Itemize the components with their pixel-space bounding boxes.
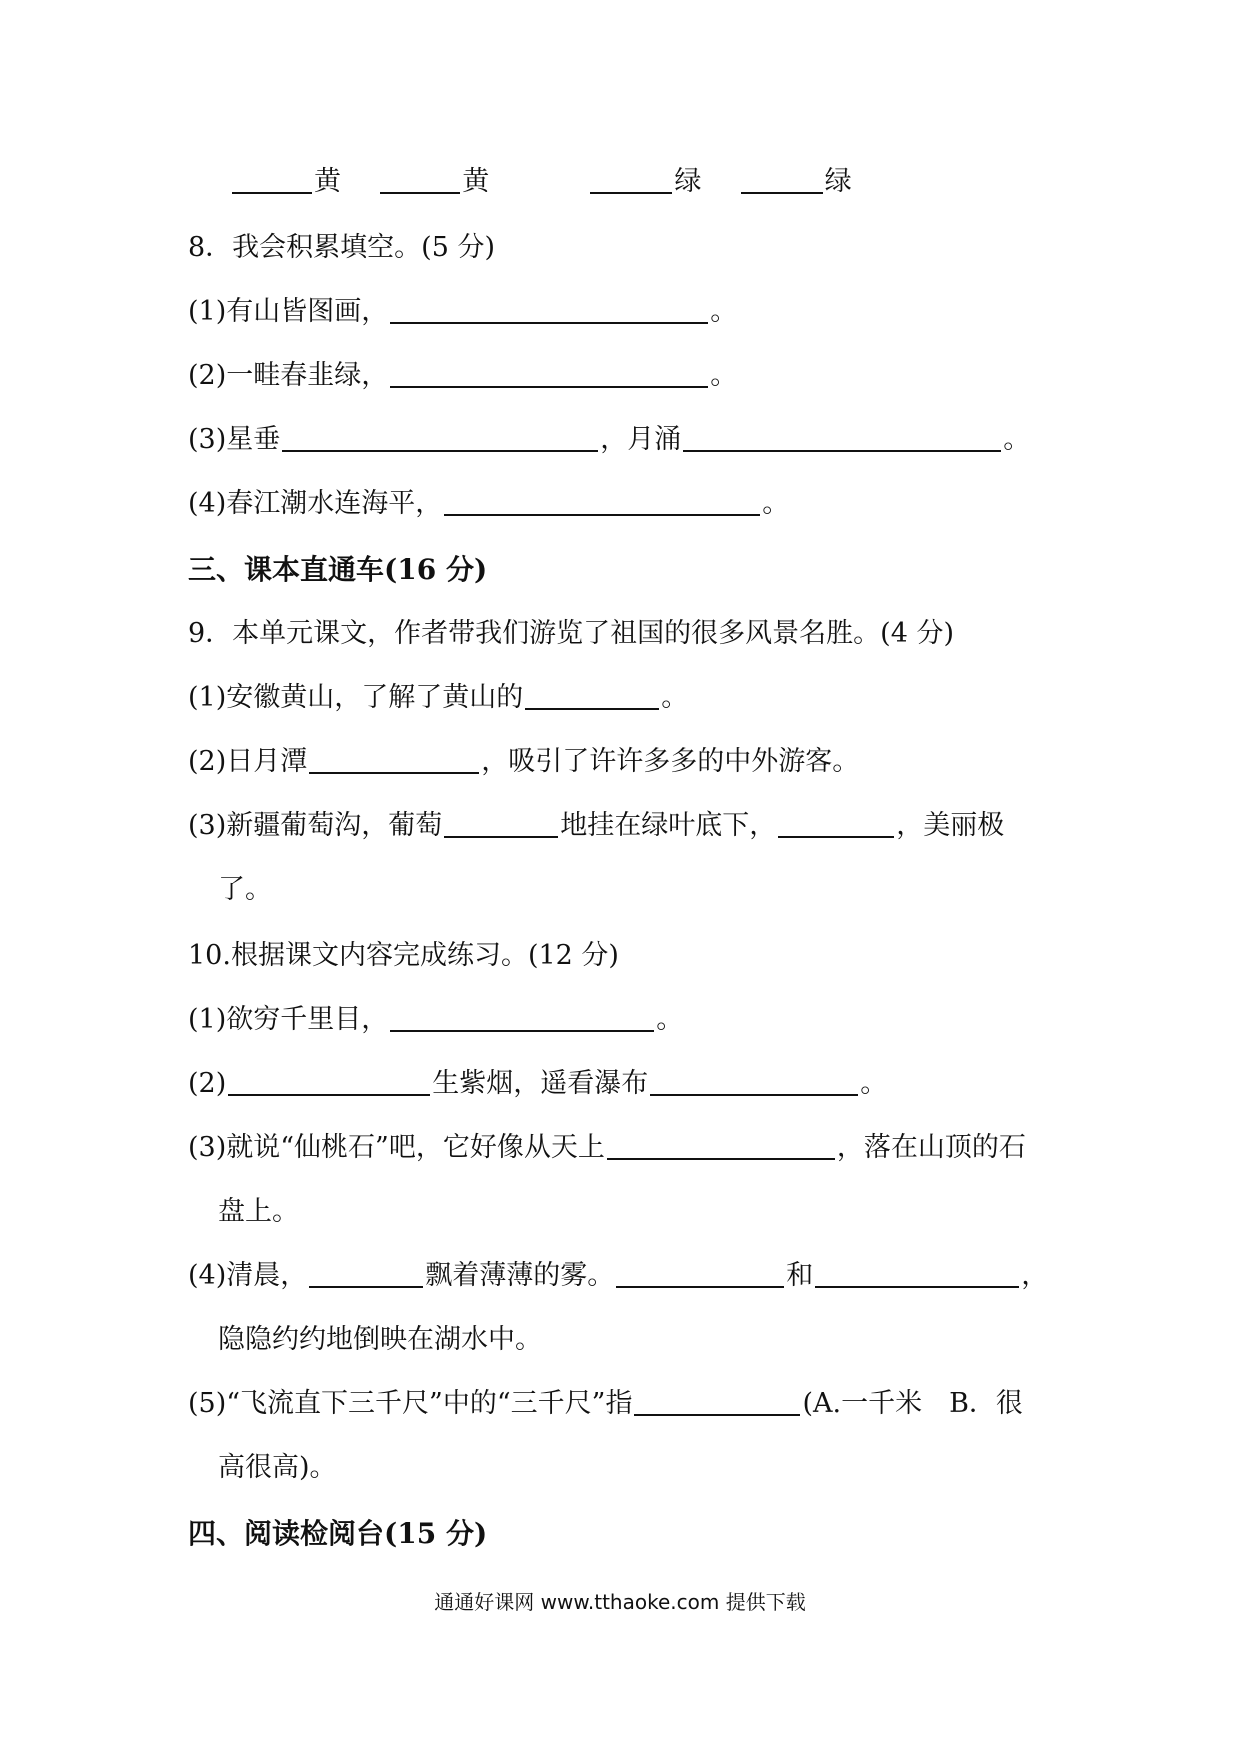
blank[interactable] [444, 808, 558, 838]
comma: ， [1021, 1260, 1049, 1291]
blank[interactable] [607, 1130, 835, 1160]
q9-item-3-mid: 地挂在绿叶底下， [560, 810, 777, 841]
blank[interactable] [282, 422, 598, 452]
q10-item-3-end: ，落在山顶的石 [836, 1132, 1026, 1163]
q10-item-1-text: (1)欲穷千里目， [188, 1004, 389, 1035]
q8-item-3-text: (3)星垂 [188, 424, 281, 455]
q10-item-2-mid: 生紫烟，遥看瀑布 [432, 1068, 649, 1099]
q9-item-3-text: (3)新疆葡萄沟，葡萄 [188, 810, 443, 841]
q10-item-5 [188, 1384, 1023, 1424]
q10-item-3-text: (3)就说“仙桃石”吧，它好像从天上 [188, 1132, 605, 1163]
q8-item-4 [188, 484, 789, 524]
blank[interactable] [634, 1386, 800, 1416]
blank[interactable] [650, 1066, 858, 1096]
q10-item-3 [188, 1128, 1026, 1168]
q9-item-2-end: ，吸引了许许多多的中外游客。 [481, 746, 860, 777]
blank[interactable] [683, 422, 1001, 452]
blank[interactable] [309, 1258, 423, 1288]
blank[interactable] [380, 164, 460, 194]
q10-item-4-text: (4)清晨， [188, 1260, 308, 1291]
q9-title: 9．本单元课文，作者带我们游览了祖国的很多风景名胜。(4 分) [188, 618, 955, 649]
blank[interactable] [815, 1258, 1019, 1288]
q7-word-c: 绿 [674, 166, 702, 197]
q8-item-2-text: (2)一畦春韭绿， [188, 360, 389, 391]
q7-word-a: 黄 [314, 166, 341, 197]
q9-item-2 [188, 742, 859, 782]
blank[interactable] [390, 1002, 654, 1032]
q8-item-1-text: (1)有山皆图画， [188, 296, 389, 327]
section-4-heading: 四、阅读检阅台(15 分) [188, 1517, 488, 1550]
period: 。 [710, 296, 738, 327]
blank[interactable] [616, 1258, 784, 1288]
blank[interactable] [232, 164, 312, 194]
q8-title: 8．我会积累填空。(5 分) [188, 232, 496, 263]
period: 。 [1003, 424, 1031, 455]
q10-item-4-mid-2: 和 [786, 1260, 814, 1291]
q8-item-1 [188, 292, 737, 332]
q7-fill-row [230, 162, 852, 202]
q10-item-4-continuation: 隐隐约约地倒映在湖水中。 [218, 1324, 542, 1355]
blank[interactable] [525, 680, 659, 710]
section-3-heading: 三、课本直通车(16 分) [188, 553, 488, 586]
q8-item-4-text: (4)春江潮水连海平， [188, 488, 443, 519]
blank[interactable] [778, 808, 894, 838]
blank[interactable] [444, 486, 760, 516]
q10-item-5-options: (A.一千米 B．很 [802, 1388, 1023, 1419]
q9-item-3 [188, 806, 1004, 846]
page-footer: 通通好课网 www.tthaoke.com 提供下载 [434, 1590, 806, 1614]
q9-item-1-text: (1)安徽黄山，了解了黄山的 [188, 682, 524, 713]
blank[interactable] [390, 358, 708, 388]
q9-item-1 [188, 678, 688, 718]
period: 。 [762, 488, 790, 519]
q10-item-5-text: (5)“飞流直下三千尺”中的“三千尺”指 [188, 1388, 633, 1419]
blank[interactable] [309, 744, 479, 774]
q10-item-4 [188, 1256, 1048, 1296]
q10-item-1 [188, 1000, 683, 1040]
blank[interactable] [741, 164, 823, 194]
q8-item-2 [188, 356, 737, 396]
q8-item-3 [188, 420, 1030, 460]
blank[interactable] [390, 294, 708, 324]
period: 。 [661, 682, 689, 713]
q9-item-3-end: ，美丽极 [896, 810, 1005, 841]
q8-item-3-mid: ，月涌 [600, 424, 682, 455]
q9-item-3-continuation: 了。 [218, 874, 272, 905]
q10-item-3-continuation: 盘上。 [218, 1196, 299, 1227]
q10-title: 10.根据课文内容完成练习。(12 分) [188, 940, 619, 971]
period: 。 [710, 360, 738, 391]
q7-word-b: 黄 [462, 166, 490, 197]
q10-item-2 [188, 1064, 887, 1104]
q7-word-d: 绿 [824, 166, 852, 197]
period: 。 [860, 1068, 888, 1099]
blank[interactable] [590, 164, 672, 194]
q10-item-4-mid-1: 飘着薄薄的雾。 [425, 1260, 615, 1291]
blank[interactable] [228, 1066, 430, 1096]
period: 。 [656, 1004, 684, 1035]
q10-item-2-text: (2) [188, 1068, 227, 1099]
q9-item-2-text: (2)日月潭 [188, 746, 308, 777]
q10-item-5-continuation: 高很高)。 [218, 1452, 337, 1483]
